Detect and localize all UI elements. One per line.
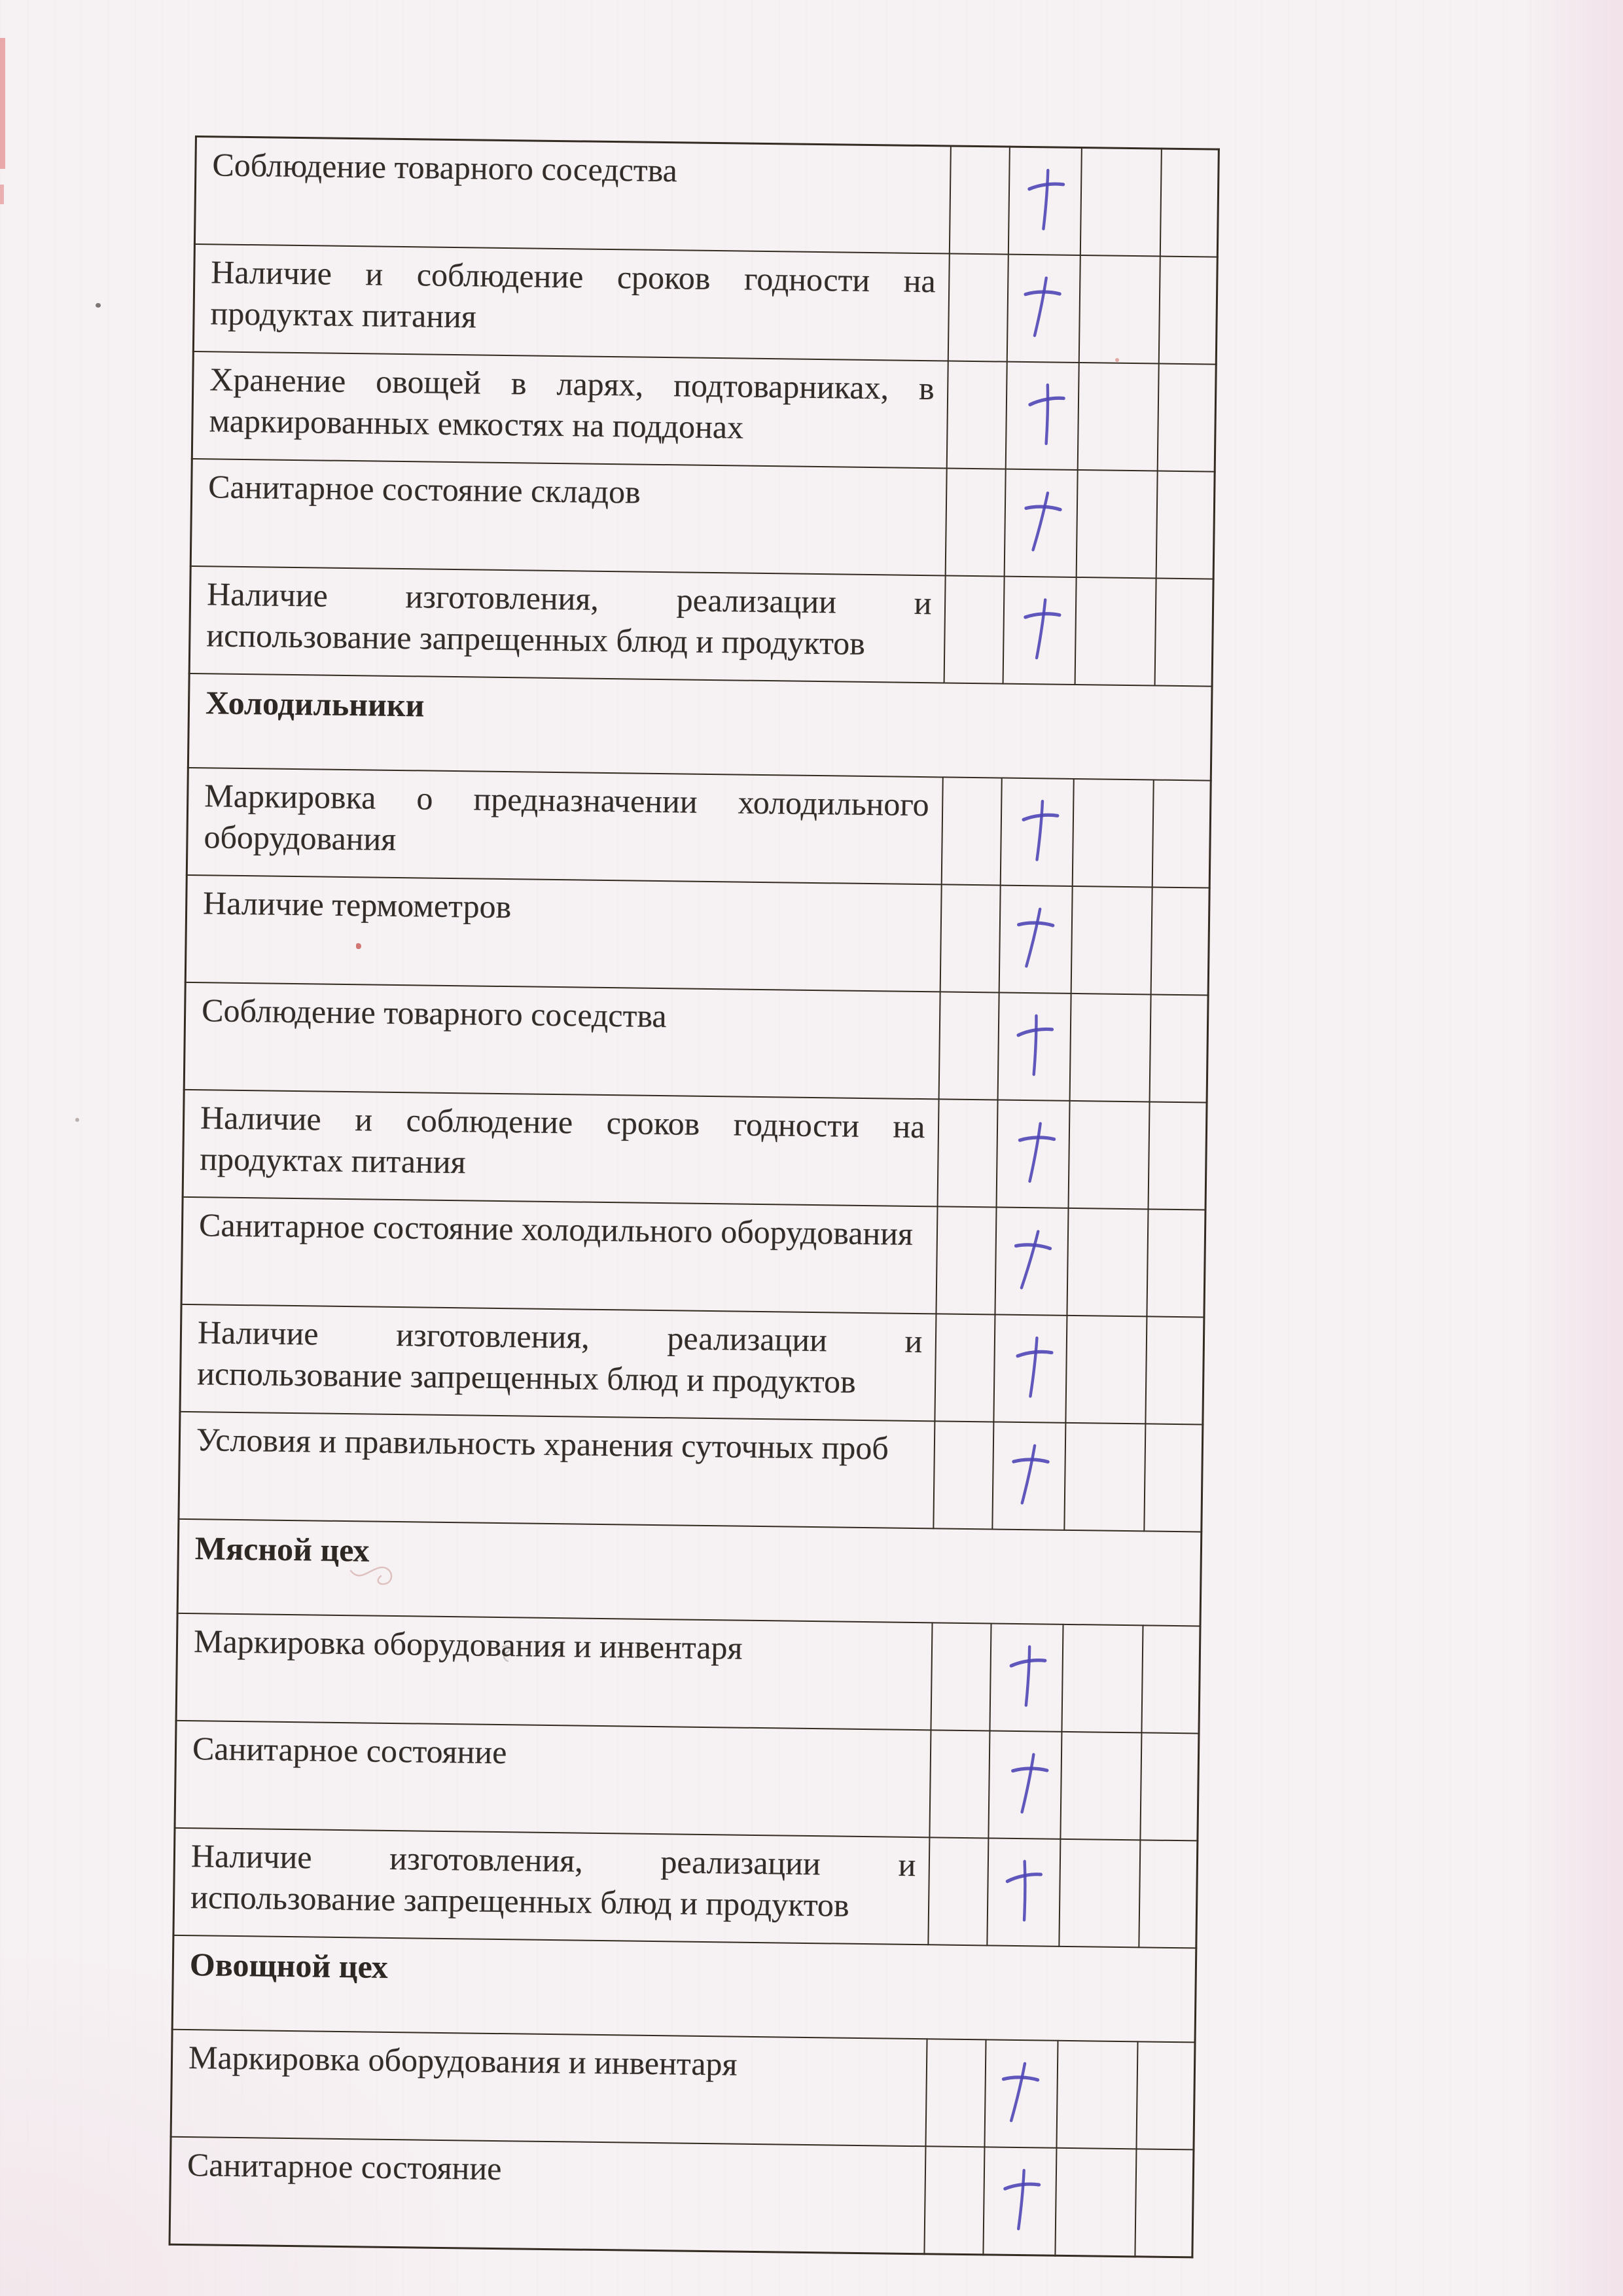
empty-cell <box>1145 1316 1204 1424</box>
empty-cell <box>946 468 1006 576</box>
checklist-item-row <box>175 1721 1199 1841</box>
empty-cell <box>925 2146 985 2255</box>
checklist-item-row <box>183 1090 1207 1210</box>
section-title: Холодильники <box>188 673 1212 781</box>
empty-cell <box>1157 364 1216 472</box>
mark-cell <box>990 1623 1063 1731</box>
handwritten-plus-mark <box>1024 380 1073 449</box>
empty-cell <box>935 1314 995 1422</box>
handwritten-plus-mark <box>1016 486 1065 556</box>
mark-cell <box>1001 778 1074 886</box>
handwritten-plus-mark <box>1000 2166 1044 2233</box>
handwritten-plus-mark <box>1013 1119 1058 1186</box>
checklist-item-row <box>185 875 1209 996</box>
mark-cell <box>995 1208 1069 1316</box>
mark-cell <box>1006 362 1079 470</box>
checklist-item-text: Соблюдение товарного соседства <box>194 137 951 254</box>
empty-cell <box>1069 1101 1150 1210</box>
mark-cell <box>1005 469 1078 577</box>
handwritten-plus-mark <box>1010 903 1058 973</box>
checklist-item-row <box>187 768 1211 888</box>
checklist-item-row <box>176 1613 1200 1734</box>
checklist-item-row <box>192 351 1216 472</box>
handwritten-plus-mark <box>1012 1011 1060 1079</box>
empty-cell <box>1154 579 1213 687</box>
checklist-item-text: Хранение овощей в ларях, подтоварниках, в маркированных емкостях на поддонах <box>192 351 948 468</box>
empty-cell <box>938 1099 998 1207</box>
empty-cell <box>1077 470 1158 579</box>
handwritten-plus-mark <box>1024 166 1069 233</box>
checklist-item-text: Соблюдение товарного соседства <box>184 982 940 1099</box>
handwritten-plus-mark <box>1020 596 1063 662</box>
checklist-item-text: Маркировка оборудования и инвентаря <box>171 2030 927 2146</box>
mark-cell <box>1008 147 1082 255</box>
empty-cell <box>1064 1423 1145 1532</box>
mark-cell <box>1007 255 1080 363</box>
empty-cell <box>1140 1732 1199 1840</box>
empty-cell <box>1135 2149 1194 2257</box>
checklist-item-text: Наличие и соблюдение сроков годности на продуктах питания <box>193 244 950 361</box>
handwritten-plus-mark <box>1018 797 1063 864</box>
scan-edge-artifact <box>0 185 4 204</box>
scan-edge-artifact <box>0 38 5 169</box>
empty-cell <box>1070 994 1151 1102</box>
empty-cell <box>1150 887 1209 995</box>
checklist-table-body <box>169 137 1219 2257</box>
empty-cell <box>1144 1424 1203 1532</box>
empty-cell <box>1071 886 1152 995</box>
empty-cell <box>947 361 1007 469</box>
empty-cell <box>942 777 1002 885</box>
empty-cell <box>1136 2041 1195 2149</box>
mark-cell <box>994 1315 1067 1423</box>
empty-cell <box>940 884 1001 992</box>
empty-cell <box>936 1206 997 1314</box>
mark-cell <box>999 886 1073 994</box>
empty-cell <box>926 2039 986 2147</box>
empty-cell <box>1139 1840 1198 1948</box>
checklist-item-text: Маркировка оборудования и инвентаря <box>176 1613 933 1730</box>
handwritten-plus-mark <box>1005 1749 1051 1818</box>
handwritten-plus-mark <box>1012 1334 1056 1400</box>
checklist-item-row <box>190 459 1215 579</box>
empty-cell <box>1147 1209 1205 1317</box>
section-header-row <box>172 1935 1196 2043</box>
scan-speck <box>75 1118 79 1122</box>
empty-cell <box>1149 994 1208 1102</box>
empty-cell <box>944 575 1005 683</box>
section-title: Мясной цех <box>177 1519 1202 1626</box>
checklist-item-text: Наличие термометров <box>185 875 942 992</box>
empty-cell <box>1148 1102 1207 1210</box>
empty-cell <box>939 992 999 1100</box>
empty-cell <box>1078 363 1159 471</box>
empty-cell <box>1141 1625 1200 1733</box>
checklist-item-row <box>194 137 1219 257</box>
checklist-item-text: Наличие и соблюдение сроков годности на продуктах питания <box>183 1090 939 1206</box>
checklist-item-text: Санитарное состояние складов <box>190 459 947 575</box>
empty-cell <box>1060 1732 1141 1840</box>
scan-speck <box>96 303 101 308</box>
mark-cell <box>1003 577 1077 685</box>
checklist-item-text: Санитарное состояние холодильного оборудования <box>181 1197 938 1314</box>
empty-cell <box>1156 471 1215 579</box>
empty-cell <box>931 1623 991 1731</box>
empty-cell <box>1061 1624 1143 1733</box>
empty-cell <box>929 1837 989 1945</box>
empty-cell <box>1055 2148 1136 2257</box>
checklist-item-text: Наличие изготовления, реализации и использование запрещенных блюд и продуктов <box>180 1304 936 1421</box>
section-header-row <box>177 1519 1202 1626</box>
empty-cell <box>1080 148 1162 257</box>
handwritten-plus-mark <box>1000 1856 1050 1926</box>
handwritten-plus-mark <box>1005 1440 1052 1509</box>
empty-cell <box>1152 780 1211 888</box>
checklist-item-row <box>189 566 1213 687</box>
checklist-item-row <box>180 1304 1204 1425</box>
checklist-item-text: Условия и правильность хранения суточных проб <box>179 1412 935 1528</box>
mark-cell <box>984 2147 1057 2255</box>
mark-cell <box>998 993 1071 1101</box>
section-header-row <box>188 673 1212 781</box>
empty-cell <box>948 254 1008 362</box>
empty-cell <box>1079 255 1160 364</box>
mark-cell <box>989 1731 1062 1839</box>
handwritten-plus-mark <box>1018 273 1064 341</box>
checklist-item-row <box>171 2030 1195 2150</box>
checklist-item-text: Санитарное состояние <box>169 2137 926 2254</box>
empty-cell <box>1075 577 1156 686</box>
section-title: Овощной цех <box>172 1935 1196 2043</box>
empty-cell <box>1065 1316 1147 1424</box>
checklist-item-row <box>184 982 1208 1103</box>
empty-cell <box>1158 257 1217 365</box>
checklist-item-text: Наличие изготовления, реализации и использование запрещенных блюд и продуктов <box>189 566 946 683</box>
checklist-item-text: Маркировка о предназначении холодильного оборудования <box>187 768 943 884</box>
handwritten-plus-mark <box>1005 1224 1056 1295</box>
checklist-table <box>168 135 1219 2258</box>
empty-cell <box>930 1730 990 1838</box>
checklist-item-text: Санитарное состояние <box>175 1721 931 1837</box>
mark-cell <box>985 2039 1058 2147</box>
mark-cell <box>997 1100 1070 1208</box>
empty-cell <box>1160 149 1219 257</box>
checklist-item-row <box>181 1197 1205 1318</box>
empty-cell <box>950 146 1010 255</box>
handwritten-plus-mark <box>995 2058 1043 2127</box>
checklist-item-row <box>179 1412 1203 1532</box>
mark-cell <box>988 1838 1061 1946</box>
checklist-item-text: Наличие изготовления, реализации и использование запрещенных блюд и продуктов <box>173 1828 930 1945</box>
checklist-item-row <box>193 244 1217 365</box>
empty-cell <box>1056 2041 1137 2149</box>
mark-cell <box>992 1422 1065 1530</box>
empty-cell <box>1059 1839 1140 1948</box>
checklist-item-row <box>173 1828 1198 1948</box>
empty-cell <box>1073 779 1154 888</box>
handwritten-plus-mark <box>1005 1641 1052 1710</box>
checklist-item-row <box>169 2137 1194 2257</box>
empty-cell <box>934 1421 994 1529</box>
empty-cell <box>1067 1208 1148 1317</box>
